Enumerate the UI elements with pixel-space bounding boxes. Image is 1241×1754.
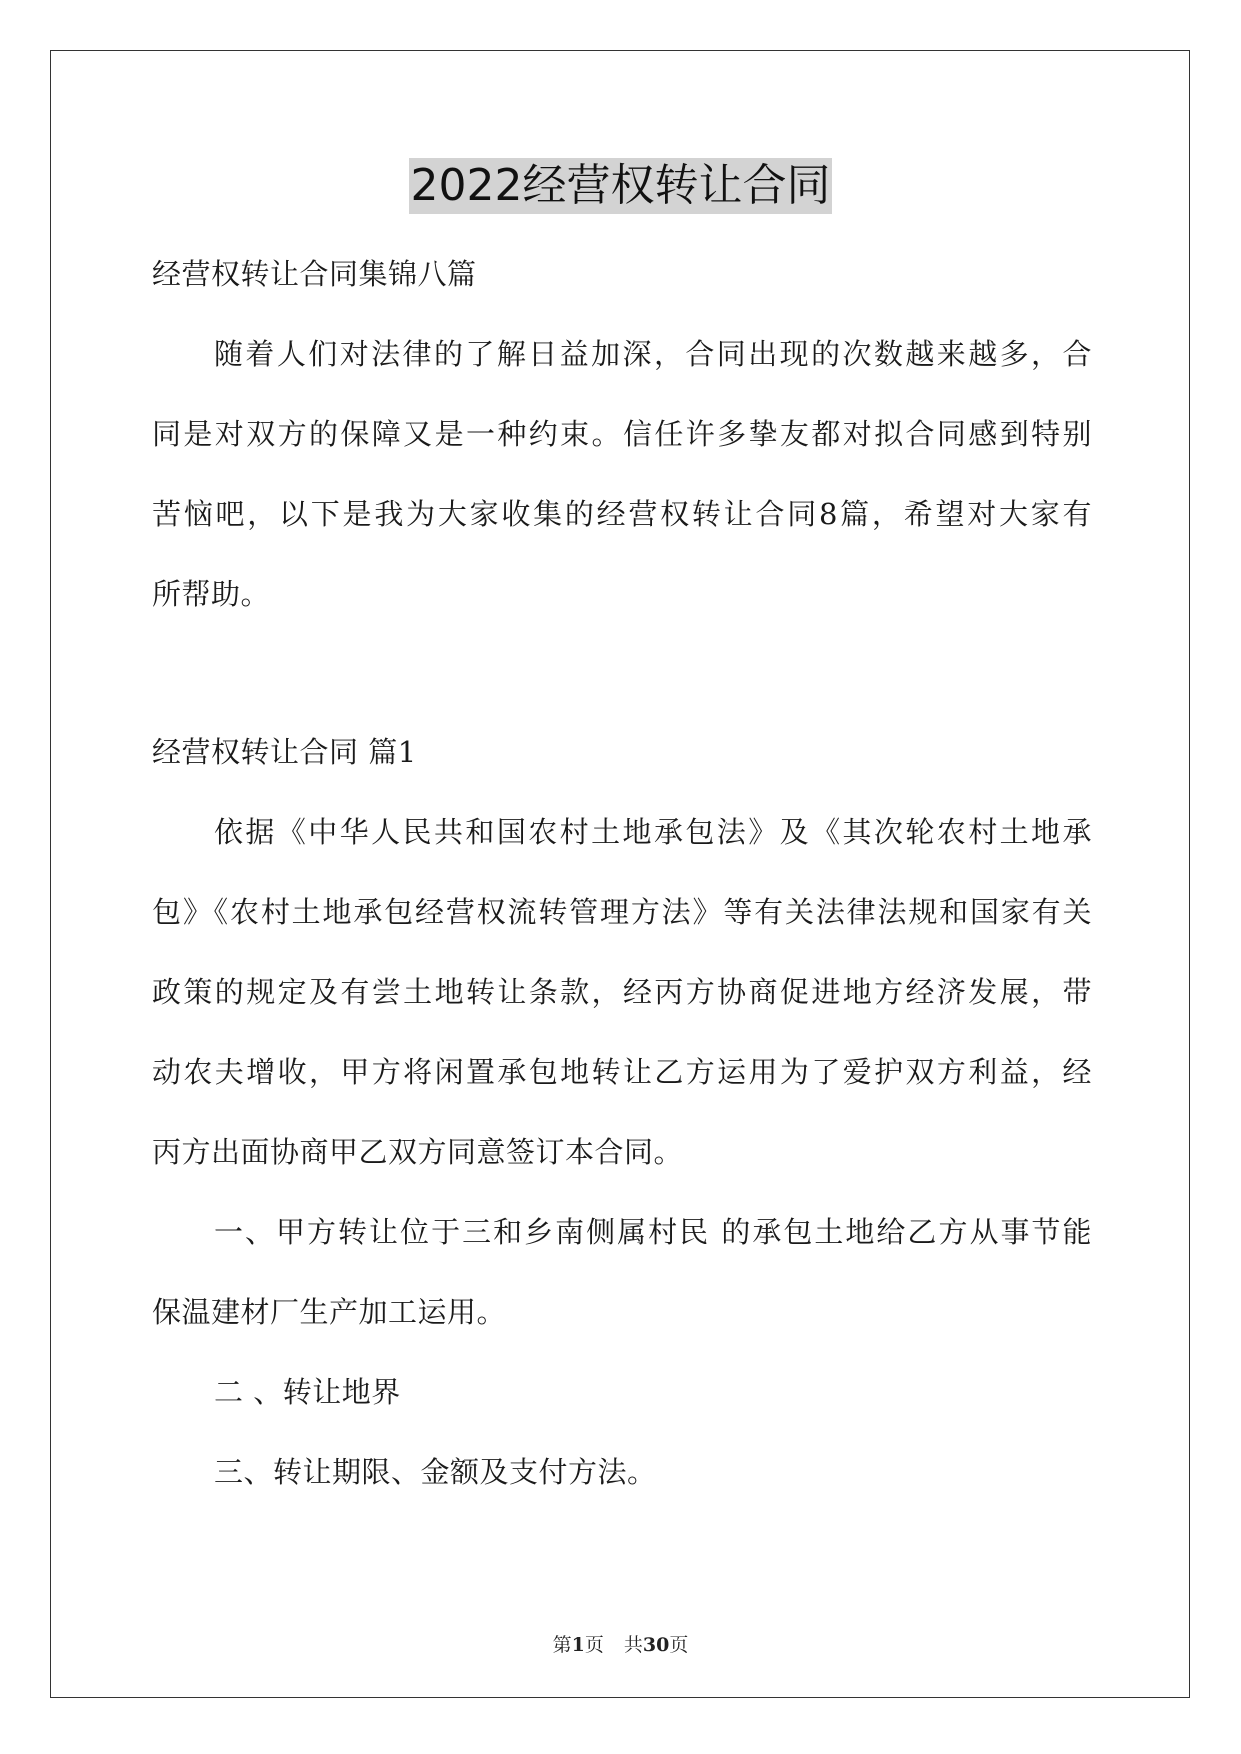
- title-container: [0, 158, 1241, 214]
- section-heading: 经营权转让合同 篇1: [152, 735, 417, 769]
- clause-1-line: 保温建材厂生产加工运用。: [152, 1295, 507, 1329]
- body-line: 依据《中华人民共和国农村土地承包法》及《其次轮农村土地承: [214, 815, 1092, 849]
- page-number: 1: [571, 1634, 585, 1656]
- body-line: 丙方出面协商甲乙双方同意签订本合同。: [152, 1135, 684, 1169]
- intro-line: 苦恼吧，以下是我为大家收集的经营权转让合同8篇，希望对大家有: [152, 497, 1092, 531]
- body-line: 政策的规定及有尝土地转让条款，经丙方协商促进地方经济发展，带: [152, 975, 1092, 1009]
- total-prefix: 共: [623, 1634, 643, 1656]
- page-suffix: 页: [584, 1634, 604, 1656]
- body-line: 包》《农村土地承包经营权流转管理方法》等有关法律法规和国家有关: [152, 895, 1092, 929]
- document-subtitle: 经营权转让合同集锦八篇: [152, 257, 477, 291]
- body-line: 动农夫增收，甲方将闲置承包地转让乙方运用为了爱护双方利益，经: [152, 1055, 1092, 1089]
- intro-line: 所帮助。: [152, 577, 271, 611]
- clause-1-line: 一、甲方转让位于三和乡南侧属村民 的承包土地给乙方从事节能: [214, 1215, 1092, 1249]
- page-footer: [0, 1630, 1241, 1657]
- page-prefix: 第: [552, 1634, 572, 1656]
- clause-2: 二 、转让地界: [214, 1375, 401, 1409]
- intro-line: 随着人们对法律的了解日益加深，合同出现的次数越来越多，合: [214, 337, 1092, 371]
- document-body: [152, 234, 1092, 1512]
- intro-line: 同是对双方的保障又是一种约束。信任许多挚友都对拟合同感到特别: [152, 417, 1092, 451]
- total-pages: 30: [642, 1634, 670, 1656]
- total-suffix: 页: [669, 1634, 689, 1656]
- clause-3: 三、转让期限、金额及支付方法。: [214, 1455, 657, 1489]
- document-title: 2022经营权转让合同: [409, 158, 833, 214]
- paragraph-gap: [152, 634, 1092, 712]
